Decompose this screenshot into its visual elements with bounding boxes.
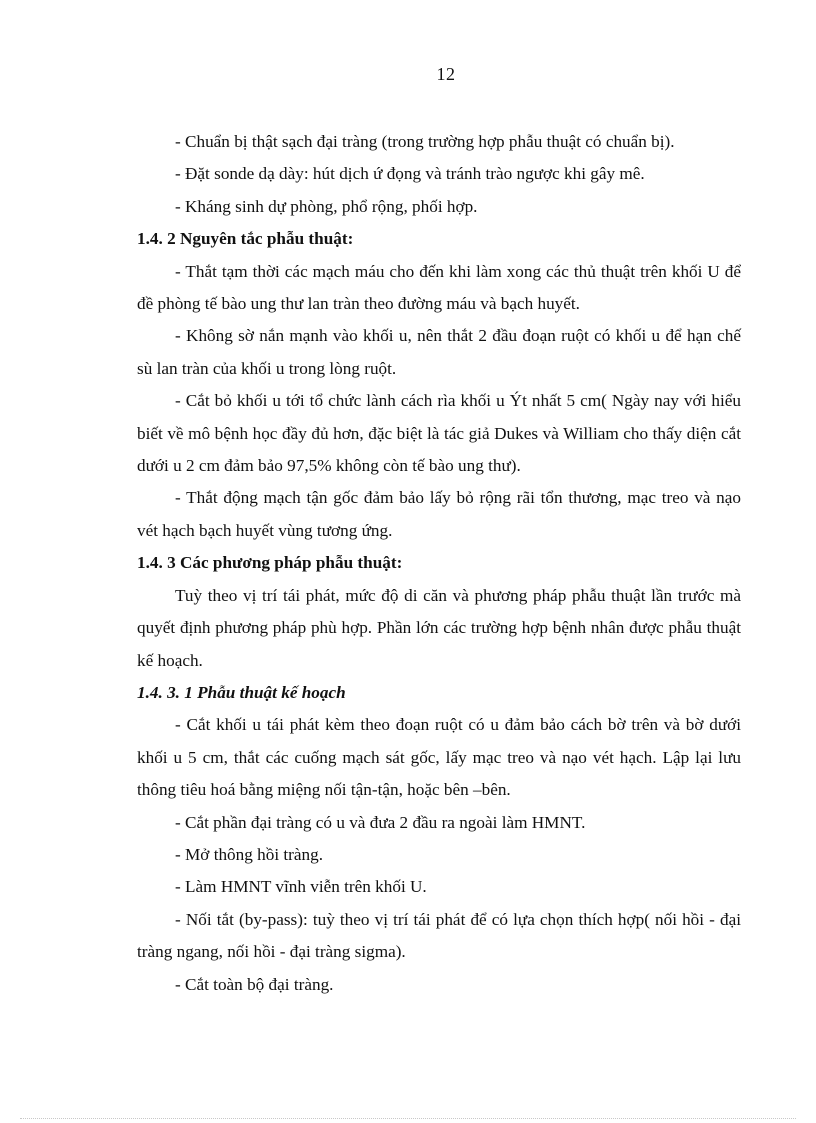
paragraph-prep-colon: - Chuẩn bị thật sạch đại tràng (trong trường hợp phẫu thuật có chuẩn bị).	[175, 132, 675, 151]
page-bottom-rule	[20, 1118, 796, 1119]
paragraph-colostomy: - Cắt phần đại tràng có u và đưa 2 đầu ra ngoài làm HMNT.	[175, 812, 586, 832]
page-number: 12	[436, 64, 456, 84]
paragraph-bypass: - Nối tắt (by-pass): tuỳ theo vị trí tái phát để có lựa chọn thích hợp( nối hồi - đại tràng ngang, nối hồi - đại tràng sigma).	[137, 909, 741, 962]
paragraph-antibiotics: - Kháng sinh dự phòng, phổ rộng, phối hợp.	[175, 196, 478, 216]
document-body	[137, 126, 741, 1001]
paragraph-total-colectomy: - Cắt toàn bộ đại tràng.	[175, 974, 334, 994]
paragraph-ligate-vessels: - Thắt tạm thời các mạch máu cho đến khi làm xong các thủ thuật trên khối U để đề phòng tế bào ung thư lan tràn theo đường máu và bạch huyết.	[137, 261, 741, 314]
paragraph-methods-intro: Tuỳ theo vị trí tái phát, mức độ di căn và phương pháp phẫu thuật lần trước mà quyết định phương pháp phù hợp. Phần lớn các trường hợp bệnh nhân được phẫu thuật kế hoạch.	[137, 585, 741, 670]
paragraph-artery-ligation: - Thắt động mạch tận gốc đảm bảo lấy bỏ rộng rãi tổn thương, mạc treo và nạo vét hạch bạch huyết vùng tương ứng.	[137, 488, 741, 540]
paragraph-no-palpation: - Không sờ nắn mạnh vào khối u, nên thắt 2 đầu đoạn ruột có khối u để hạn chế sù lan tràn của khối u trong lòng ruột.	[137, 326, 741, 378]
subsection-heading-planned-surgery: 1.4. 3. 1 Phẫu thuật kế hoạch	[137, 682, 346, 702]
paragraph-tumor-resection: - Cắt khối u tái phát kèm theo đoạn ruột có u đảm bảo cách bờ trên và bờ dưới khối u 5 cm, thắt các cuống mạch sát gốc, lấy mạc treo và nạo vét hạch. Lập lại lưu thông tiêu hoá bằng miệng nối tận-tận, hoặc bên –bên.	[137, 715, 741, 800]
paragraph-permanent-stoma: - Làm HMNT vĩnh viễn trên khối U.	[175, 877, 427, 897]
paragraph-ileostomy: - Mở thông hồi tràng.	[175, 844, 324, 864]
paragraph-resection-margin: - Cắt bỏ khối u tới tổ chức lành cách rìa khối u Ýt nhất 5 cm( Ngày nay với hiểu biết về mô bệnh học đầy đủ hơn, đặc biệt là tác giả Dukes và William cho thấy diện cắt dưới u 2 cm đảm bảo 97,5% không còn tế bào ung thư).	[137, 391, 741, 476]
paragraph-gastric-tube: - Đặt sonde dạ dày: hút dịch ứ đọng và tránh trào ngược khi gây mê.	[175, 164, 645, 184]
section-heading-methods: 1.4. 3 Các phương pháp phẫu thuật:	[137, 553, 403, 573]
section-heading-principles: 1.4. 2 Nguyên tắc phẫu thuật:	[137, 229, 354, 249]
